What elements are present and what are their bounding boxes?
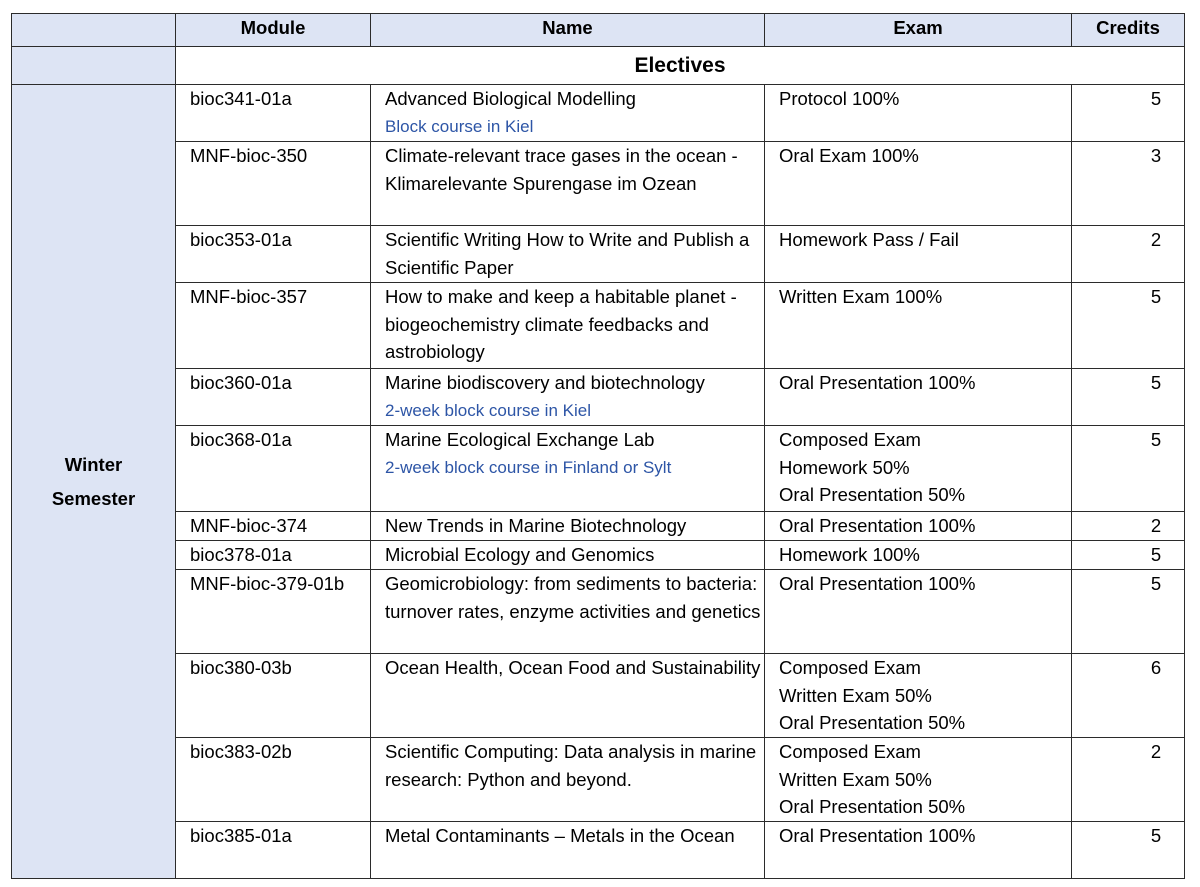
exam-line: Written Exam 50%: [779, 768, 932, 790]
module-code-cell: bioc383-02b: [176, 738, 371, 822]
exam-line: Protocol 100%: [779, 88, 900, 109]
header-corner-cell: [12, 14, 176, 47]
module-code-cell: bioc341-01a: [176, 85, 371, 142]
module-name-cell: [371, 85, 765, 142]
credits-cell: 3: [1072, 142, 1185, 226]
semester-label-line2: Semester: [51, 487, 136, 509]
credits-cell: 2: [1072, 738, 1185, 822]
module-note: 2-week block course in Kiel: [385, 400, 591, 420]
module-name: Marine biodiscovery and biotechnology: [385, 372, 705, 393]
credits-cell: 5: [1072, 541, 1185, 570]
credits-cell: 2: [1072, 226, 1185, 283]
credits-cell: 6: [1072, 654, 1185, 738]
exam-cell: [765, 85, 1072, 142]
module-code-cell: bioc385-01a: [176, 822, 371, 879]
module-name: Advanced Biological Modelling: [385, 88, 636, 109]
module-name-cell: [371, 226, 765, 283]
module-code-cell: bioc380-03b: [176, 654, 371, 738]
module-name: Marine Ecological Exchange Lab: [385, 429, 655, 450]
credits-cell: 5: [1072, 570, 1185, 654]
exam-line: Oral Presentation 50%: [779, 484, 966, 505]
credits-cell: 5: [1072, 85, 1185, 142]
exam-line: Homework Pass / Fail: [779, 229, 959, 250]
table-row: [12, 226, 1185, 283]
table-row: [12, 142, 1185, 226]
section-title: Electives: [176, 47, 1185, 85]
module-name-cell: [371, 426, 765, 512]
module-name: New Trends in Marine Biotechnology: [385, 515, 687, 536]
exam-line: Homework 100%: [779, 544, 920, 565]
table-row: [12, 822, 1185, 879]
module-code-cell: bioc353-01a: [176, 226, 371, 283]
module-code-cell: bioc368-01a: [176, 426, 371, 512]
module-name-cell: [371, 142, 765, 226]
module-code-cell: MNF-bioc-357: [176, 283, 371, 369]
exam-line: Composed Exam: [779, 429, 921, 450]
module-code-cell: bioc360-01a: [176, 369, 371, 426]
module-code-cell: MNF-bioc-350: [176, 142, 371, 226]
exam-cell: [765, 541, 1072, 570]
credits-cell: 2: [1072, 512, 1185, 541]
exam-line: Oral Presentation 100%: [779, 825, 976, 846]
module-name: Ocean Health, Ocean Food and Sustainability: [385, 657, 761, 678]
exam-cell: [765, 822, 1072, 879]
table-row: [12, 541, 1185, 570]
column-header-credits: Credits: [1072, 14, 1185, 47]
module-name-cell: [371, 512, 765, 541]
module-name: Microbial Ecology and Genomics: [385, 544, 655, 565]
module-name: Geomicrobiology: from sediments to bacteria: turnover rates, enzyme activities and genetics: [385, 573, 761, 622]
module-name-cell: [371, 654, 765, 738]
exam-line: Oral Presentation 100%: [779, 515, 976, 536]
table-row: [12, 512, 1185, 541]
module-name-cell: [371, 570, 765, 654]
module-code-cell: MNF-bioc-374: [176, 512, 371, 541]
exam-cell: [765, 738, 1072, 822]
column-header-name: Name: [371, 14, 765, 47]
module-name-cell: [371, 283, 765, 369]
header-row: [12, 14, 1185, 47]
module-name-cell: [371, 822, 765, 879]
exam-cell: [765, 226, 1072, 283]
exam-line: Written Exam 50%: [779, 684, 932, 706]
module-note: Block course in Kiel: [385, 116, 534, 136]
column-header-exam: Exam: [765, 14, 1072, 47]
exam-cell: [765, 283, 1072, 369]
table-row: [12, 426, 1185, 512]
credits-cell: 5: [1072, 426, 1185, 512]
module-name-cell: [371, 541, 765, 570]
credits-cell: 5: [1072, 369, 1185, 426]
module-name: Scientific Computing: Data analysis in marine research: Python and beyond.: [385, 741, 757, 790]
table-row: [12, 654, 1185, 738]
module-name: Climate-relevant trace gases in the ocean - Klimarelevante Spurengase im Ozean: [385, 145, 738, 194]
table-row: [12, 369, 1185, 426]
exam-line: Oral Presentation 100%: [779, 372, 976, 393]
electives-table: [11, 13, 1185, 879]
module-name-cell: [371, 738, 765, 822]
semester-label: [12, 85, 176, 879]
module-name-cell: [371, 369, 765, 426]
table-row: [12, 570, 1185, 654]
module-name: How to make and keep a habitable planet - biogeochemistry climate feedbacks and astrobiology: [385, 286, 737, 362]
exam-line: Composed Exam: [779, 741, 921, 762]
exam-line: Composed Exam: [779, 657, 921, 678]
module-code-cell: bioc378-01a: [176, 541, 371, 570]
exam-line: Oral Exam 100%: [779, 145, 919, 166]
column-header-module: Module: [176, 14, 371, 47]
exam-cell: [765, 570, 1072, 654]
section-corner-cell: [12, 47, 176, 85]
exam-line: Homework 50%: [779, 456, 910, 478]
exam-line: Oral Presentation 50%: [779, 796, 966, 817]
section-row: [12, 47, 1185, 85]
exam-cell: [765, 142, 1072, 226]
module-code-cell: MNF-bioc-379-01b: [176, 570, 371, 654]
credits-cell: 5: [1072, 283, 1185, 369]
semester-label-line1: Winter: [64, 453, 123, 475]
table-row: [12, 738, 1185, 822]
exam-cell: [765, 512, 1072, 541]
module-note: 2-week block course in Finland or Sylt: [385, 457, 672, 477]
table-row: [12, 283, 1185, 369]
exam-line: Oral Presentation 100%: [779, 573, 976, 594]
exam-cell: [765, 369, 1072, 426]
table-row: [12, 85, 1185, 142]
exam-cell: [765, 654, 1072, 738]
exam-line: Oral Presentation 50%: [779, 712, 966, 733]
module-name: Metal Contaminants – Metals in the Ocean: [385, 825, 735, 846]
credits-cell: 5: [1072, 822, 1185, 879]
exam-line: Written Exam 100%: [779, 286, 943, 307]
exam-cell: [765, 426, 1072, 512]
module-name: Scientific Writing How to Write and Publish a Scientific Paper: [385, 229, 750, 278]
